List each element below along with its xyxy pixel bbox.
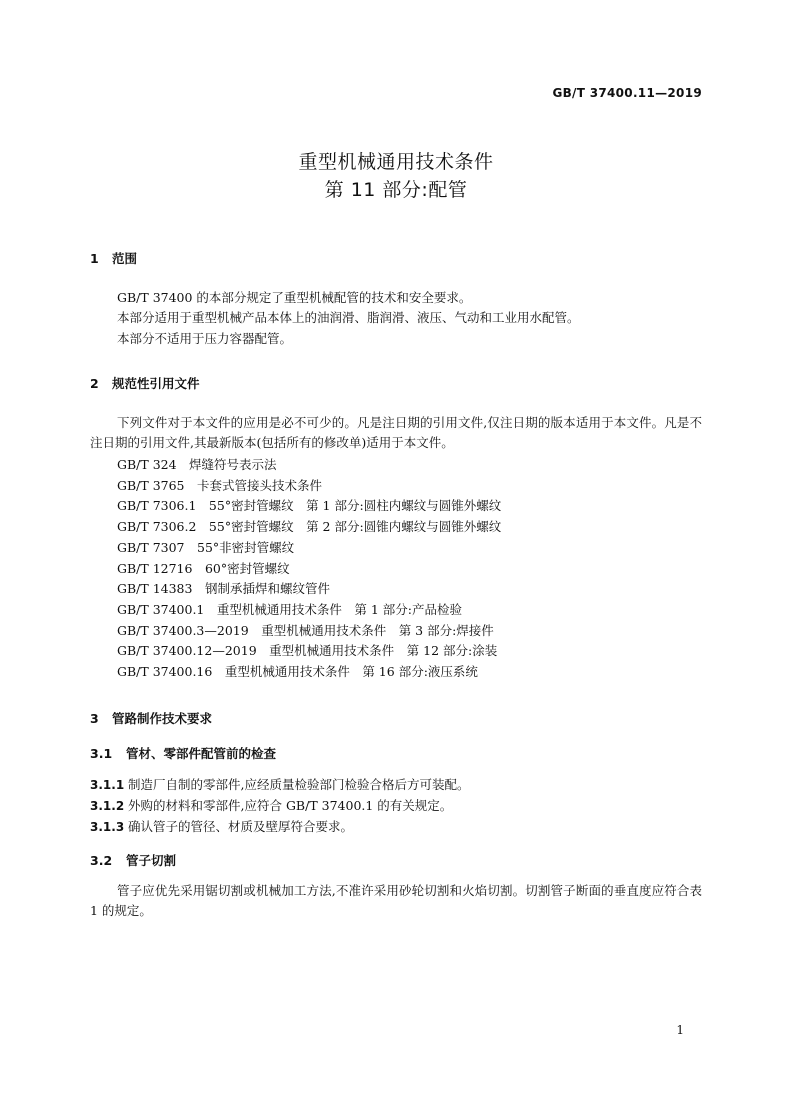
section-title: 管路制作技术要求 [112,711,213,726]
section-title: 范围 [112,251,138,266]
reference-item: GB/T 7306.1 55°密封管螺纹 第 1 部分:圆柱内螺纹与圆锥外螺纹 [117,498,502,514]
clause-3-1-3 [90,817,353,837]
pipe-cutting-paragraph: 管子应优先采用锯切割或机械加工方法,不准许采用砂轮切割和火焰切割。切割管子断面的垂直度应符合表 1 的规定。 [90,883,702,918]
scope-paragraph-2: 本部分适用于重型机械产品本体上的油润滑、脂润滑、液压、气动和工业用水配管。 [117,310,580,325]
section-number: 3 [90,711,99,726]
section-heading-pipe-making [90,709,212,727]
page-number: 1 [676,1023,684,1037]
clause-number: 3.1.1 [90,778,125,792]
reference-item: GB/T 7307 55°非密封管螺纹 [117,539,295,555]
reference-item: GB/T 324 焊缝符号表示法 [117,457,277,472]
subsection-title: 管材、零部件配管前的检查 [126,746,277,761]
section-heading-scope [90,249,137,267]
reference-item: GB/T 7306.2 55°密封管螺纹 第 2 部分:圆锥内螺纹与圆锥外螺纹 [117,519,502,535]
scope-paragraph-1: GB/T 37400 的本部分规定了重型机械配管的技术和安全要求。 [117,290,472,305]
clause-text: 确认管子的管径、材质及壁厚符合要求。 [128,819,354,834]
reference-item: GB/T 37400.16 重型机械通用技术条件 第 16 部分:液压系统 [117,664,478,680]
reference-item: GB/T 14383 钢制承插焊和螺纹管件 [117,581,330,597]
reference-item: GB/T 3765 卡套式管接头技术条件 [117,477,323,493]
section-title: 规范性引用文件 [112,376,200,391]
clause-text: 制造厂自制的零部件,应经质量检验部门检验合格后方可装配。 [128,777,470,792]
subsection-number: 3.1 [90,746,113,761]
subsection-title: 管子切割 [126,853,177,868]
clause-3-1-1 [90,775,469,795]
scope-paragraph-3: 本部分不适用于压力容器配管。 [117,331,293,346]
reference-item: GB/T 37400.3—2019 重型机械通用技术条件 第 3 部分:焊接件 [117,622,494,638]
title-line-1: 重型机械通用技术条件 [298,151,494,173]
subsection-heading-inspection [90,744,276,762]
subsection-number: 3.2 [90,853,113,868]
clause-number: 3.1.2 [90,799,125,813]
reference-item: GB/T 37400.12—2019 重型机械通用技术条件 第 12 部分:涂装 [117,643,498,659]
standard-code: GB/T 37400.11—2019 [552,86,702,100]
references-intro: 下列文件对于本文件的应用是必不可少的。凡是注日期的引用文件,仅注日期的版本适用于本文件。凡是不注日期的引用文件,其最新版本(包括所有的修改单)适用于本文件。 [90,415,702,450]
clause-number: 3.1.3 [90,820,125,834]
section-number: 2 [90,376,99,391]
document-title [0,148,792,204]
section-heading-references [90,374,200,392]
title-line-2: 第 11 部分:配管 [324,179,468,201]
reference-list [117,455,501,683]
clause-text: 外购的材料和零部件,应符合 GB/T 37400.1 的有关规定。 [128,798,453,813]
reference-item: GB/T 12716 60°密封管螺纹 [117,560,290,576]
subsection-heading-pipe-cutting [90,851,176,869]
reference-item: GB/T 37400.1 重型机械通用技术条件 第 1 部分:产品检验 [117,601,462,617]
section-number: 1 [90,251,99,266]
clause-3-1-2 [90,796,452,816]
